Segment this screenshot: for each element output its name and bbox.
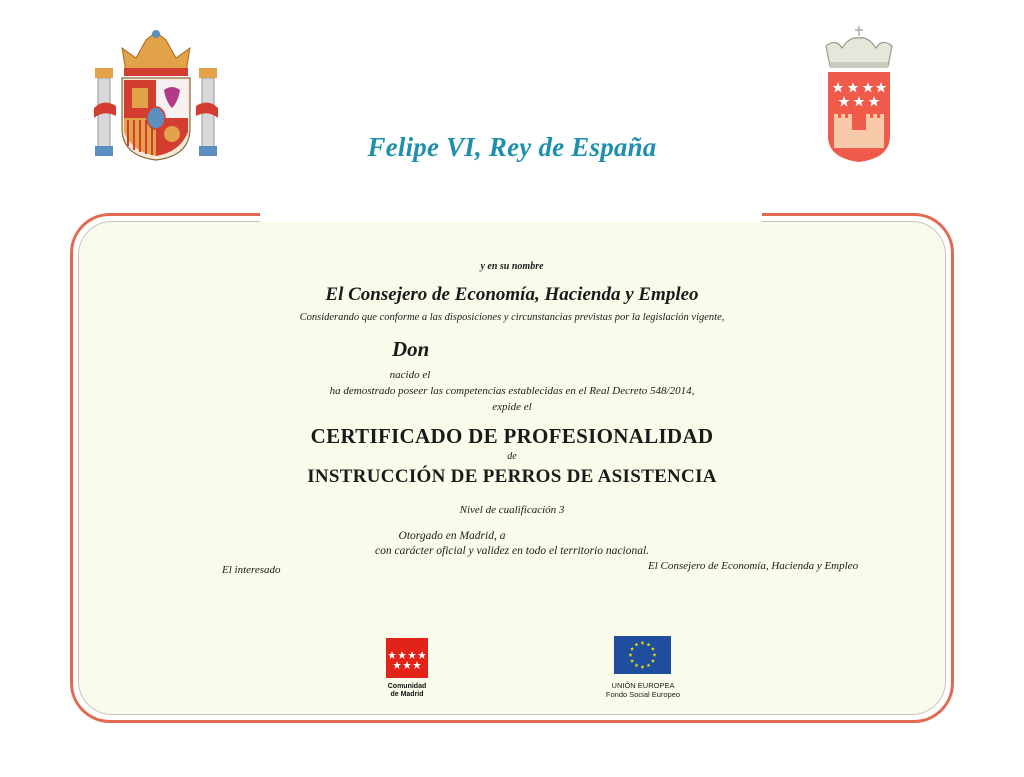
eu-label-line1: UNIÓN EUROPEA — [611, 681, 675, 690]
certificate-specialty: INSTRUCCIÓN DE PERROS DE ASISTENCIA — [307, 466, 717, 487]
competencias-text: ha demostrado poseer las competencias establecidas en el Real Decreto 548/2014, — [329, 385, 695, 397]
considerando-text: Considerando que conforme a las disposiciones y circunstancias previstas por la legislación vigente, — [299, 312, 725, 323]
header-title: Felipe VI, Rey de España — [367, 132, 657, 162]
union-europea-logo — [588, 636, 698, 702]
expide-text: expide el — [492, 401, 532, 413]
caracter-oficial-text: con carácter oficial y validez en todo el territorio nacional. — [374, 545, 650, 557]
issuer-title: El Consejero de Economía, Hacienda y Empleo — [325, 284, 699, 305]
y-en-su-nombre-text: y en su nombre — [480, 261, 544, 272]
comunidad-de-madrid-flag-icon — [386, 638, 428, 678]
de-text: de — [507, 451, 517, 462]
union-europea-label — [588, 681, 698, 699]
frame-top-gap-fill — [260, 222, 762, 226]
interesado-signature-label: El interesado — [222, 564, 281, 576]
comunidad-label-line1: Comunidad — [387, 683, 427, 690]
recipient-salutation: Don — [392, 337, 430, 361]
nivel-cualificacion-text: Nivel de cualificación 3 — [459, 504, 565, 516]
comunidad-label-line2: de Madrid — [390, 691, 424, 698]
comunidad-de-madrid-label — [382, 683, 432, 699]
otorgado-text: Otorgado en Madrid, a — [398, 530, 506, 542]
certificate-title: CERTIFICADO DE PROFESIONALIDAD — [310, 424, 714, 448]
consejero-signature-label: El Consejero de Economía, Hacienda y Empleo — [648, 560, 859, 572]
nacido-text: nacido el — [389, 369, 431, 381]
european-union-flag-icon — [614, 636, 671, 674]
comunidad-de-madrid-logo — [382, 638, 432, 704]
eu-label-line2: Fondo Social Europeo — [605, 690, 681, 699]
